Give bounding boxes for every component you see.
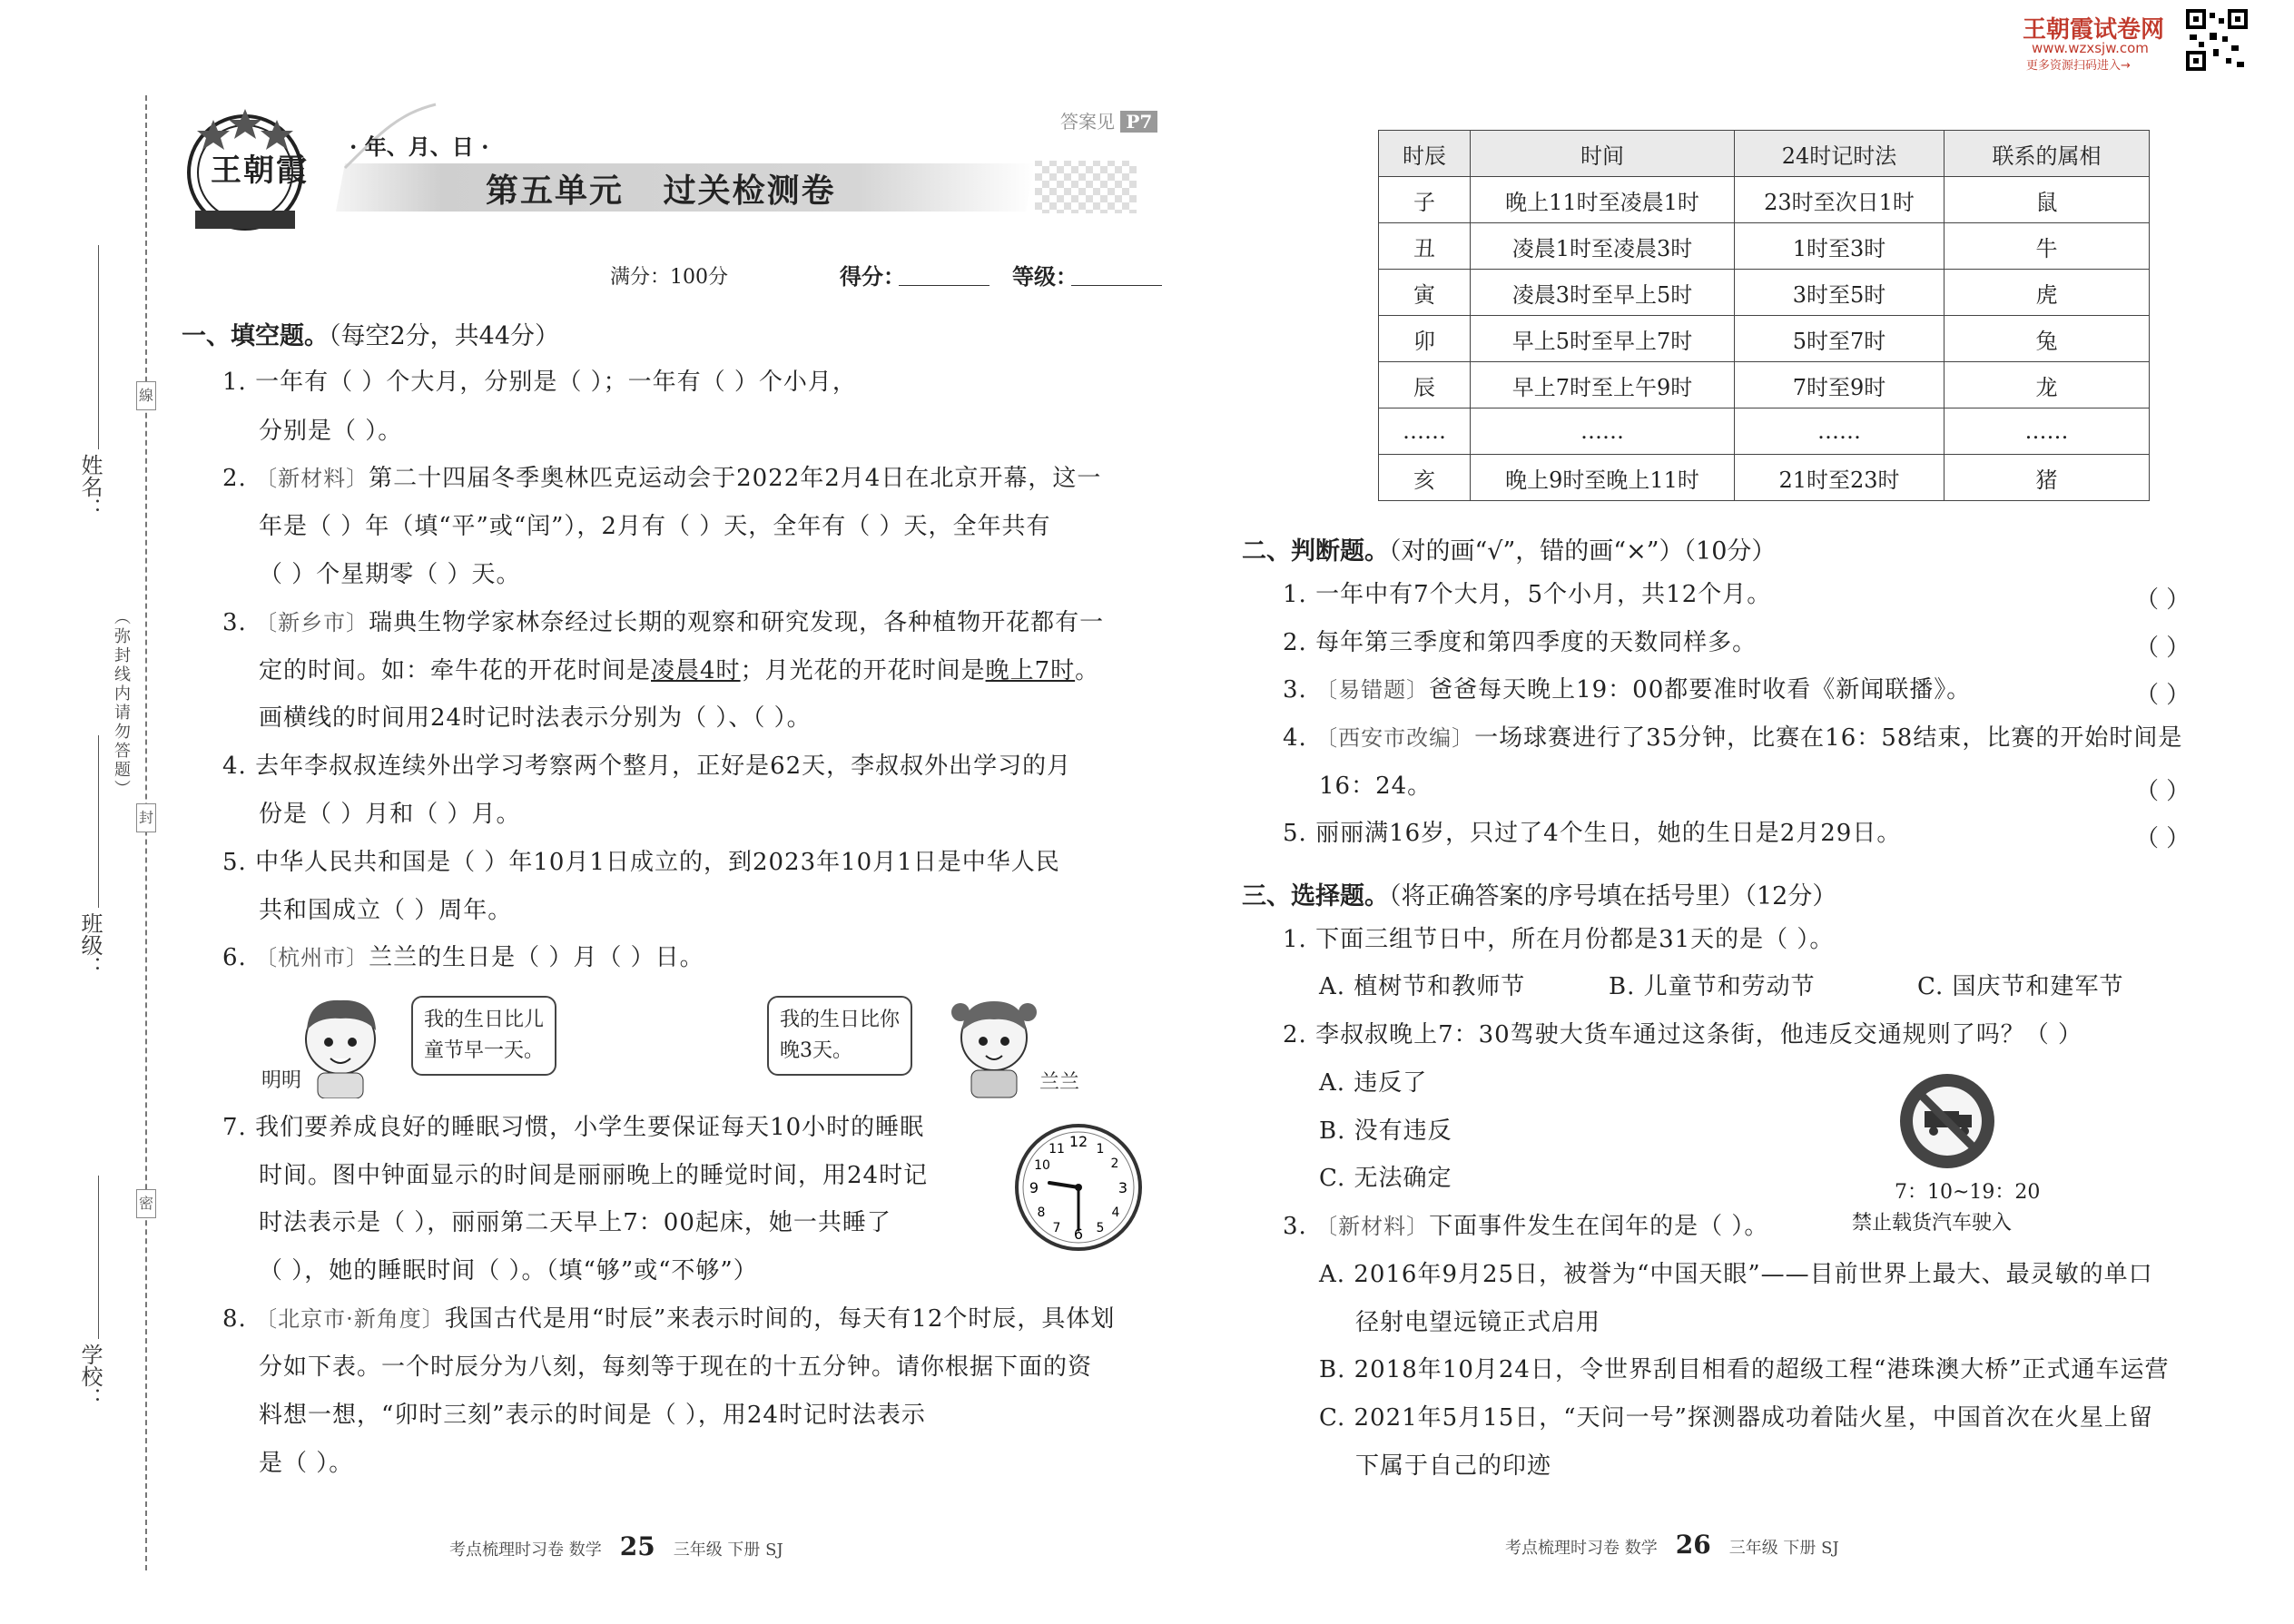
answer-ref: 答案见 P7	[1060, 107, 1157, 133]
binding-mark-seal: 封	[136, 803, 156, 832]
class-label: 班级：	[77, 912, 103, 978]
table-cell: 丑	[1379, 223, 1471, 270]
q2-line3: （ ）个星期零（ ）天。	[259, 561, 521, 588]
table-cell: 鼠	[1944, 177, 2150, 223]
q5-line1: 5. 中华人民共和国是（ ）年10月1日成立的，到2023年10月1日是中华人民	[222, 849, 1060, 876]
table-row	[1379, 177, 2150, 223]
clock-num-2: 2	[1110, 1156, 1119, 1171]
s2-q1-answer-paren[interactable]: （ ）	[2135, 586, 2191, 614]
table-cell: 寅	[1379, 270, 1471, 316]
s3-q2-stem: 2. 李叔叔晚上7：30驾驶大货车通过这条街，他违反交通规则了吗？（ ）	[1283, 1021, 2082, 1048]
table-cell: 卯	[1379, 316, 1471, 362]
page-title: 第五单元 过关检测卷	[486, 172, 836, 210]
s3-q1-option-b: B. 儿童节和劳动节	[1609, 973, 1816, 1000]
table-row	[1379, 270, 2150, 316]
binding-mark-secret: 密	[136, 1189, 156, 1218]
s3-q2-option-c: C. 无法确定	[1319, 1165, 1452, 1192]
q5-line2: 共和国成立（ ）周年。	[259, 897, 513, 924]
clock-num-9: 9	[1029, 1179, 1039, 1196]
shichen-table	[1378, 130, 2150, 501]
lanlan-illustration	[944, 985, 1044, 1098]
s2-q4-line1: 4. 〔西安市改编〕一场球赛进行了35分钟，比赛在16：58结束，比赛的开始时间是	[1283, 724, 2183, 752]
q7-line1: 7. 我们要养成良好的睡眠习惯，小学生要保证每天10小时的睡眠	[222, 1114, 925, 1141]
clock-num-10: 10	[1034, 1158, 1050, 1173]
s3-q3-stem: 3. 〔新材料〕下面事件发生在闰年的是（ ）。	[1283, 1213, 1769, 1240]
footer-right: 考点梳理时习卷 数学 26 三年级 下册 SJ	[1505, 1530, 1839, 1560]
table-row	[1379, 316, 2150, 362]
q6-line1: 6. 〔杭州市〕兰兰的生日是（ ）月（ ）日。	[222, 944, 704, 971]
table-cell: 辰	[1379, 362, 1471, 408]
table-cell: 晚上9时至晚上11时	[1471, 455, 1735, 501]
site-url[interactable]: www.wzxsjw.com	[2032, 40, 2149, 56]
q2-line2: 年是（ ）年（填“平”或“闰”），2月有（ ）天，全年有（ ）天，全年共有	[259, 513, 1051, 540]
q7-line4: （ ），她的睡眠时间（ ）。（填“够”或“不够”）	[259, 1257, 758, 1284]
s3-q3-option-a-line2: 径射电望远镜正式启用	[1355, 1309, 1601, 1336]
q8-line1: 8. 〔北京市·新角度〕我国古代是用“时辰”来表示时间的，每天有12个时辰，具体划	[222, 1305, 1116, 1333]
grade-label: 等级：	[1012, 263, 1078, 290]
no-truck-sign	[1897, 1071, 1997, 1171]
clock-num-12: 12	[1068, 1133, 1088, 1150]
mingming-illustration	[290, 989, 390, 1098]
table-cell: 牛	[1944, 223, 2150, 270]
table-cell: ……	[1379, 408, 1471, 455]
table-cell: 晚上11时至凌晨1时	[1471, 177, 1735, 223]
clock-num-3: 3	[1117, 1179, 1128, 1196]
q7-line2: 时间。图中钟面显示的时间是丽丽晚上的睡觉时间，用24时记	[259, 1162, 929, 1189]
sign-caption: 禁止载货汽车驶入	[1852, 1212, 2013, 1235]
q1-line2: 分别是（ ）。	[259, 418, 403, 445]
score-field[interactable]	[899, 285, 989, 286]
s3-q1-option-a: A. 植树节和教师节	[1319, 973, 1526, 1000]
table-header-row	[1379, 131, 2150, 177]
grade-field[interactable]	[1071, 285, 1162, 286]
table-cell: 3时至5时	[1735, 270, 1944, 316]
s2-q3-answer-paren[interactable]: （ ）	[2135, 682, 2191, 709]
q7-line3: 时法表示是（ ），丽丽第二天早上7：00起床，她一共睡了	[259, 1209, 891, 1236]
score-label: 得分：	[840, 263, 905, 290]
clock-face	[1010, 1119, 1147, 1255]
table-row	[1379, 362, 2150, 408]
q4-line2: 份是（ ）月和（ ）月。	[259, 801, 521, 828]
sign-time: 7：10~19：20	[1895, 1181, 2041, 1204]
table-cell: 兔	[1944, 316, 2150, 362]
table-header-cell: 时辰	[1379, 131, 1471, 177]
s3-q2-option-b: B. 没有违反	[1319, 1117, 1452, 1145]
s3-q3-option-a-line1: A. 2016年9月25日，被誉为“中国天眼”——目前世界上最大、最灵敏的单口	[1319, 1261, 2153, 1288]
answer-page-badge: P7	[1120, 111, 1157, 133]
table-cell: 21时至23时	[1735, 455, 1944, 501]
s3-q2-option-a: A. 违反了	[1319, 1069, 1428, 1097]
s3-q3-option-c-line2: 下属于自己的印迹	[1355, 1452, 1552, 1480]
table-cell: ……	[1944, 408, 2150, 455]
clock-num-11: 11	[1049, 1142, 1065, 1156]
s2-q3: 3. 〔易错题〕爸爸每天晚上19：00都要准时收看《新闻联播》。	[1283, 676, 1972, 704]
table-header-cell: 时间	[1471, 131, 1735, 177]
table-row	[1379, 408, 2150, 455]
mingming-name: 明明	[261, 1069, 302, 1092]
lanlan-name: 兰兰	[1039, 1071, 1080, 1094]
clock-num-4: 4	[1111, 1206, 1120, 1220]
table-header-cell: 联系的属相	[1944, 131, 2150, 177]
logo-text: 王朝霞	[211, 153, 309, 189]
table-cell: 龙	[1944, 362, 2150, 408]
table-cell: 猪	[1944, 455, 2150, 501]
mingming-speech-bubble: 我的生日比儿 童节早一天。	[411, 996, 556, 1076]
q1-line1: 1. 一年有（ ）个大月，分别是（ ）；一年有（ ）个小月，	[222, 369, 857, 396]
s3-q3-option-c-line1: C. 2021年5月15日，“天问一号”探测器成功着陆火星，中国首次在火星上留	[1319, 1404, 2153, 1432]
table-cell: 凌晨3时至早上5时	[1471, 270, 1735, 316]
section3-heading: 三、选择题。（将正确答案的序号填在括号里）（12分）	[1242, 882, 1837, 910]
table-header-cell: 24时记时法	[1735, 131, 1944, 177]
school-field[interactable]	[98, 1176, 99, 1339]
qr-code[interactable]	[2186, 9, 2248, 71]
name-field[interactable]	[98, 245, 99, 449]
s2-q5-answer-paren[interactable]: （ ）	[2135, 825, 2191, 852]
clock-num-5: 5	[1096, 1221, 1105, 1235]
table-cell: ……	[1735, 408, 1944, 455]
clock-num-8: 8	[1037, 1206, 1046, 1220]
q8-line3: 料想一想，“卯时三刻”表示的时间是（ ），用24时记时法表示	[259, 1402, 926, 1429]
class-field[interactable]	[98, 735, 99, 908]
table-cell: 子	[1379, 177, 1471, 223]
q4-line1: 4. 去年李叔叔连续外出学习考察两个整月，正好是62天，李叔叔外出学习的月	[222, 753, 1072, 780]
s2-q1: 1. 一年中有7个大月，5个小月，共12个月。	[1283, 581, 1772, 608]
s3-q1-stem: 1. 下面三组节日中，所在月份都是31天的是（ ）。	[1283, 926, 1835, 953]
school-label: 学校：	[77, 1343, 103, 1409]
s3-q1-option-c: C. 国庆节和建军节	[1917, 973, 2124, 1000]
s2-q2-answer-paren[interactable]: （ ）	[2135, 635, 2191, 662]
clock-num-6: 6	[1073, 1225, 1084, 1243]
page-number-left: 25	[619, 1531, 655, 1561]
q3-line1: 3. 〔新乡市〕瑞典生物学家林奈经过长期的观察和研究发现，各种植物开花都有一	[222, 609, 1105, 636]
table-cell: 早上5时至早上7时	[1471, 316, 1735, 362]
name-label: 姓名：	[77, 454, 103, 519]
s2-q5: 5. 丽丽满16岁，只过了4个生日，她的生日是2月29日。	[1283, 820, 1902, 847]
q8-line2: 分如下表。一个时辰分为八刻，每刻等于现在的十五分钟。请你根据下面的资	[259, 1353, 1093, 1381]
table-cell: ……	[1471, 408, 1735, 455]
q8-line4: 是（ ）。	[259, 1450, 354, 1477]
s2-q2: 2. 每年第三季度和第四季度的天数同样多。	[1283, 629, 1757, 656]
table-cell: 虎	[1944, 270, 2150, 316]
table-row	[1379, 223, 2150, 270]
section2-heading: 二、判断题。（对的画“√”，错的画“×”）（10分）	[1242, 537, 1777, 566]
table-cell: 凌晨1时至凌晨3时	[1471, 223, 1735, 270]
s3-q3-option-b: B. 2018年10月24日，令世界刮目相看的超级工程“港珠澳大桥”正式通车运营	[1319, 1356, 2170, 1383]
s2-q4-line2: 16：24。	[1319, 773, 1433, 800]
clock-num-7: 7	[1052, 1221, 1061, 1235]
table-cell: 5时至7时	[1735, 316, 1944, 362]
site-name: 王朝霞试卷网	[2023, 16, 2165, 44]
table-cell: 亥	[1379, 455, 1471, 501]
table-cell: 1时至3时	[1735, 223, 1944, 270]
full-score: 满分：100分	[610, 266, 728, 289]
table-cell: 早上7时至上午9时	[1471, 362, 1735, 408]
q2-line1: 2. 〔新材料〕第二十四届冬季奥林匹克运动会于2022年2月4日在北京开幕，这一	[222, 465, 1102, 492]
q3-line3: 画横线的时间用24时记时法表示分别为（ ）、（ ）。	[259, 704, 812, 732]
site-tip: 更多资源扫码进入→	[2026, 59, 2131, 73]
section1-heading: 一、填空题。（每空2分，共44分）	[182, 322, 560, 350]
footer-left: 考点梳理时习卷 数学 25 三年级 下册 SJ	[449, 1531, 783, 1561]
lanlan-speech-bubble: 我的生日比你 晚3天。	[767, 996, 912, 1076]
page-number-right: 26	[1675, 1530, 1711, 1560]
table-cell: 7时至9时	[1735, 362, 1944, 408]
clock-num-1: 1	[1096, 1142, 1105, 1156]
binding-mark-line: 線	[136, 381, 156, 410]
table-row	[1379, 455, 2150, 501]
binding-dashed-line	[145, 95, 147, 1570]
date-label: · 年、月、日 ·	[350, 133, 489, 160]
binding-note: （弥封线内请勿答题）	[112, 608, 131, 799]
s2-q4-answer-paren[interactable]: （ ）	[2135, 778, 2191, 805]
table-cell: 23时至次日1时	[1735, 177, 1944, 223]
q3-line2: 定的时间。如：牵牛花的开花时间是凌晨4时；月光花的开花时间是晚上7时。	[259, 657, 1100, 684]
